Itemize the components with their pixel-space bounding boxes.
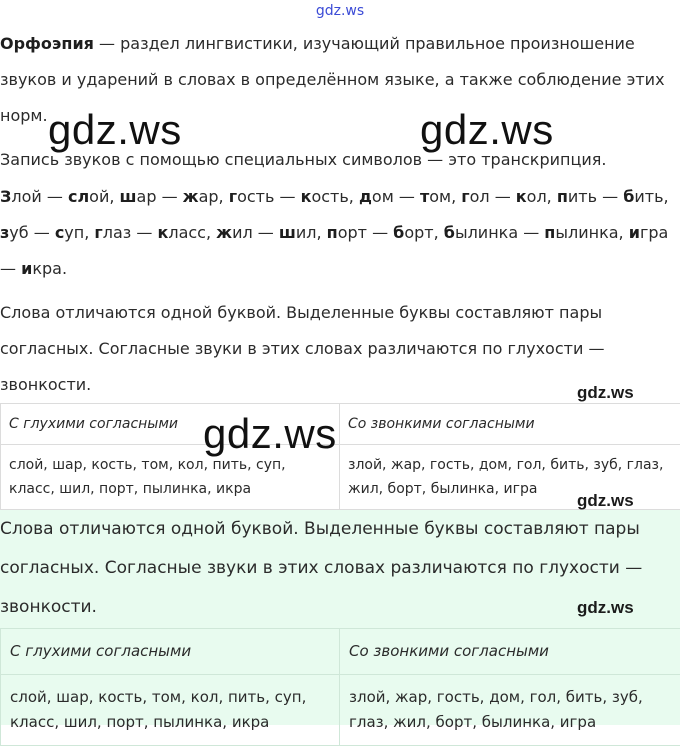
highlighted-explanation: Слова отличаются одной буквой. Выделенные буквы составляют пары согласных. Согласные звуки в этих словах различаются по глухости — звонкости. [0, 510, 676, 627]
word-rest: ласс, [168, 223, 216, 242]
highlighted-letter: ж [216, 223, 232, 242]
highlighted-letter: д [359, 187, 372, 206]
word-rest: гра — [0, 223, 668, 278]
watermark-large: gdz.ws [420, 106, 554, 154]
highlighted-letter: п [544, 223, 555, 242]
word-rest: ар — [137, 187, 183, 206]
highlighted-letter: к [516, 187, 527, 206]
header-voiced: Со звонкими согласными [340, 404, 680, 445]
word-rest: лой — [11, 187, 68, 206]
highlighted-letter: г [461, 187, 469, 206]
word-rest: ой, [89, 187, 119, 206]
highlighted-letter: к [301, 187, 312, 206]
word-rest: ар, [199, 187, 229, 206]
word-rest: уп, [64, 223, 94, 242]
transcription-paragraph: Запись звуков с помощью специальных символов — это транскрипция. [0, 142, 676, 178]
highlighted-letter: б [444, 223, 455, 242]
word-pairs-paragraph [0, 179, 676, 287]
highlighted-letter: т [420, 187, 429, 206]
word-rest: ол — [470, 187, 516, 206]
highlighted-consonants-table [0, 628, 680, 746]
watermark-small: gdz.ws [577, 383, 634, 403]
watermark-large: gdz.ws [203, 410, 337, 458]
cell-voiceless-words: слой, шар, кость, том, кол, пить, суп, класс, шил, порт, пылинка, икра [1, 675, 340, 746]
header-voiced: Со звонкими согласными [340, 629, 680, 675]
watermark-small: gdz.ws [577, 598, 634, 618]
word-rest: ом — [372, 187, 420, 206]
highlighted-letter: б [623, 187, 634, 206]
highlighted-letter: г [94, 223, 102, 242]
definition-text: — раздел лингвистики, изучающий правильное произношение звуков и ударений в словах в определённом языке, а также соблюдение этих норм. [0, 34, 665, 125]
highlighted-letter: с [55, 223, 64, 242]
top-watermark: gdz.ws [0, 3, 680, 19]
word-rest: орт — [338, 223, 393, 242]
cell-voiceless-words: слой, шар, кость, том, кол, пить, суп, класс, шил, порт, пылинка, икра [1, 445, 340, 510]
word-rest: ить — [568, 187, 623, 206]
word-rest: ил — [232, 223, 279, 242]
highlighted-letter: сл [68, 187, 89, 206]
highlighted-letter: з [0, 223, 9, 242]
header-voiceless: С глухими согласными [1, 629, 340, 675]
highlighted-letter: и [21, 259, 32, 278]
watermark-small: gdz.ws [577, 491, 634, 511]
word-rest: уб — [9, 223, 55, 242]
highlighted-letter: г [229, 187, 237, 206]
highlighted-letter: ж [183, 187, 199, 206]
highlighted-letter: З [0, 187, 11, 206]
highlighted-letter: б [393, 223, 404, 242]
word-rest: ол, [527, 187, 557, 206]
word-rest: лаз — [103, 223, 158, 242]
word-rest: ылинка — [455, 223, 544, 242]
watermark-large: gdz.ws [48, 106, 182, 154]
word-rest: орт, [404, 223, 443, 242]
highlighted-letter: п [557, 187, 568, 206]
word-rest: ость, [311, 187, 359, 206]
highlighted-letter: и [629, 223, 640, 242]
highlighted-letter: п [327, 223, 338, 242]
cell-voiced-words: злой, жар, гость, дом, гол, бить, зуб, глаз, жил, борт, былинка, игра [340, 445, 680, 510]
word-rest: ылинка, [555, 223, 628, 242]
word-rest: ить, [634, 187, 668, 206]
explanation-paragraph: Слова отличаются одной буквой. Выделенные буквы составляют пары согласных. Согласные звуки в этих словах различаются по глухости — звонкости. [0, 295, 676, 403]
term-orthoepy: Орфоэпия [0, 34, 94, 53]
cell-voiced-words: злой, жар, гость, дом, гол, бить, зуб, глаз, жил, борт, былинка, игра [340, 675, 680, 746]
word-rest: кра. [32, 259, 67, 278]
word-rest: ость — [237, 187, 301, 206]
highlighted-letter: к [157, 223, 168, 242]
word-rest: ил, [296, 223, 327, 242]
header-voiceless: С глухими согласными [1, 404, 340, 445]
highlighted-letter: ш [120, 187, 137, 206]
highlighted-letter: ш [279, 223, 296, 242]
word-rest: ом, [429, 187, 461, 206]
